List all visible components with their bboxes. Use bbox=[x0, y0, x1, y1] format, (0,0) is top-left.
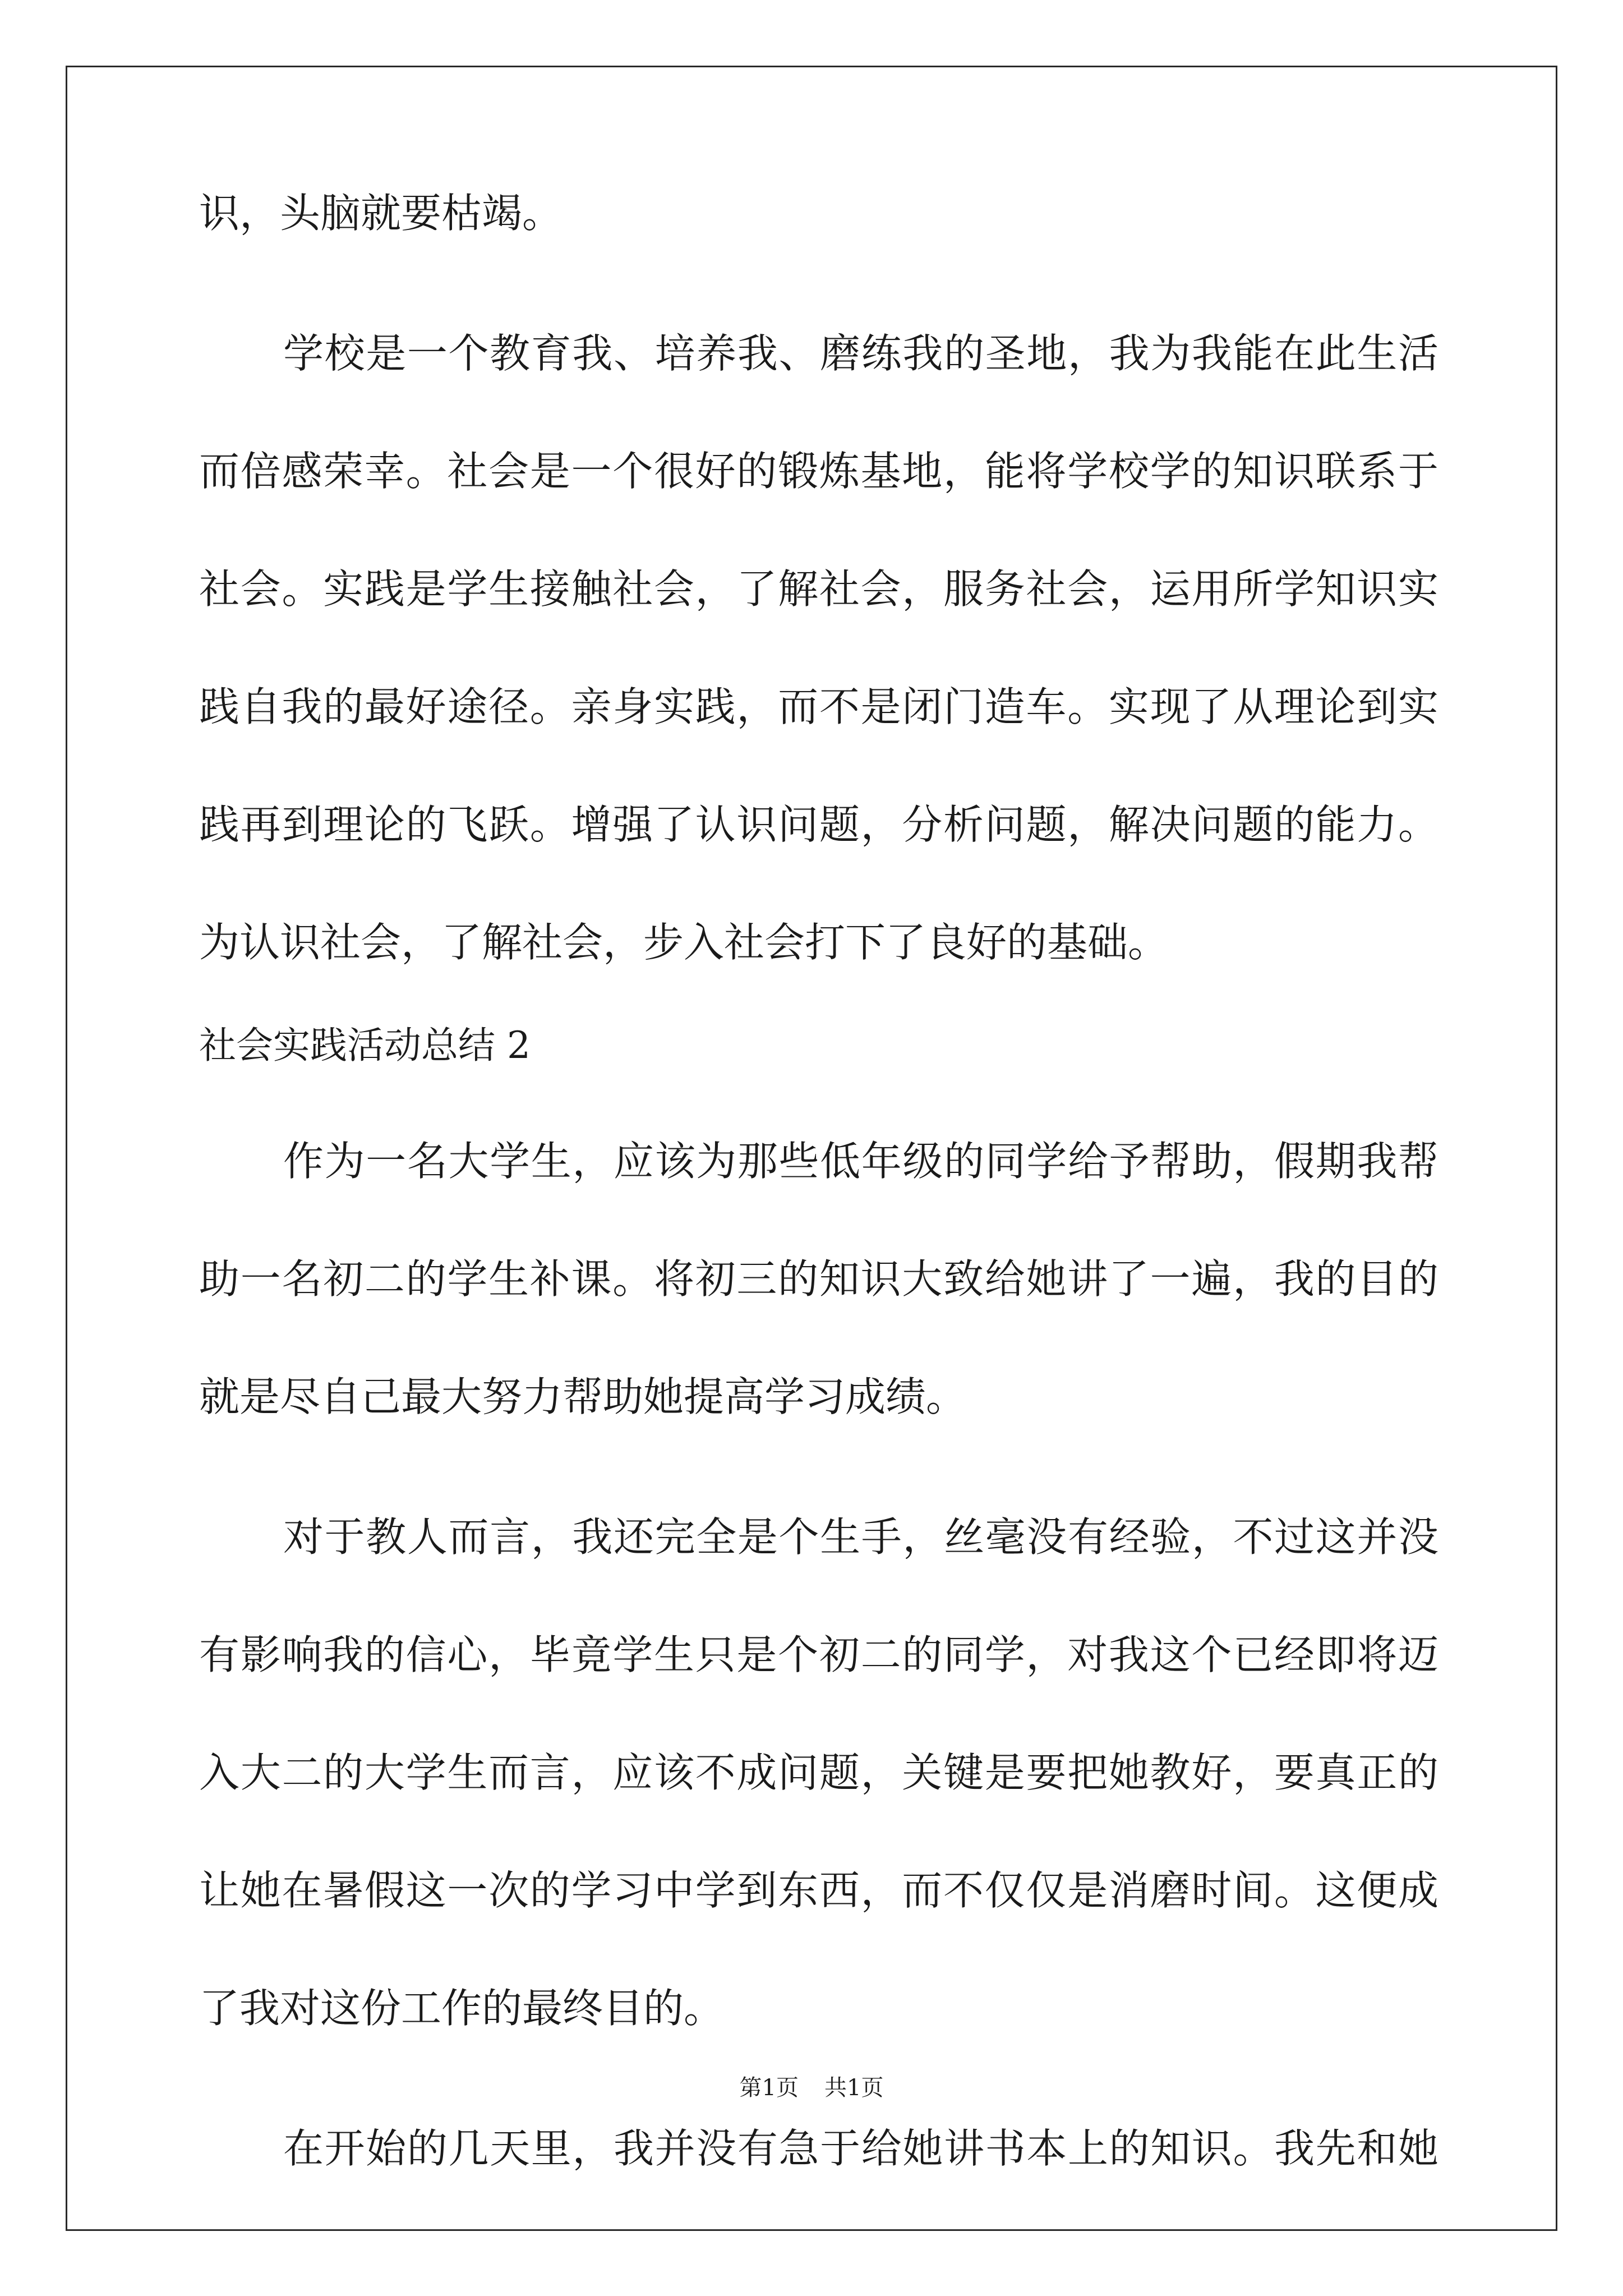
paragraph-first-line: 学校是一个教育我、培养我、磨练我的圣地，我为我能在此生活 bbox=[283, 330, 1438, 377]
text-line: 践自我的最好途径。亲身实践，而不是闭门造车。实现了从理论到实 bbox=[199, 683, 1438, 730]
text-line: 有影响我的信心，毕竟学生只是个初二的同学，对我这个已经即将迈 bbox=[199, 1631, 1438, 1678]
text-line: 为认识社会，了解社会，步入社会打下了良好的基础。 bbox=[199, 919, 1169, 966]
paragraph-first-line: 对于教人而言，我还完全是个生手，丝毫没有经验，不过这并没 bbox=[283, 1513, 1438, 1561]
text-line: 就是尽自己最大努力帮助她提高学习成绩。 bbox=[199, 1373, 967, 1420]
text-line: 助一名初二的学生补课。将初三的知识大致给她讲了一遍，我的目的 bbox=[199, 1255, 1438, 1303]
section-heading: 社会实践活动总结 2 bbox=[199, 1024, 531, 1067]
page-total: 共1页 bbox=[824, 2075, 884, 2101]
text-line: 践再到理论的飞跃。增强了认识问题，分析问题，解决问题的能力。 bbox=[199, 801, 1438, 848]
paragraph-first-line: 作为一名大学生，应该为那些低年级的同学给予帮助，假期我帮 bbox=[283, 1138, 1438, 1185]
text-line: 让她在暑假这一次的学习中学到东西，而不仅仅是消磨时间。这便成 bbox=[199, 1867, 1438, 1914]
text-line: 识，头脑就要枯竭。 bbox=[199, 190, 563, 237]
text-line: 社会。实践是学生接触社会，了解社会，服务社会，运用所学知识实 bbox=[199, 565, 1438, 613]
text-line: 入大二的大学生而言，应该不成问题，关键是要把她教好，要真正的 bbox=[199, 1749, 1438, 1796]
text-line: 了我对这份工作的最终目的。 bbox=[199, 1985, 725, 2032]
paragraph-first-line: 在开始的几天里，我并没有急于给她讲书本上的知识。我先和她 bbox=[283, 2125, 1438, 2172]
text-line: 而倍感荣幸。社会是一个很好的锻炼基地，能将学校学的知识联系于 bbox=[199, 448, 1438, 495]
page-number: 第1页 bbox=[739, 2075, 799, 2101]
page-footer bbox=[0, 2070, 1623, 2102]
